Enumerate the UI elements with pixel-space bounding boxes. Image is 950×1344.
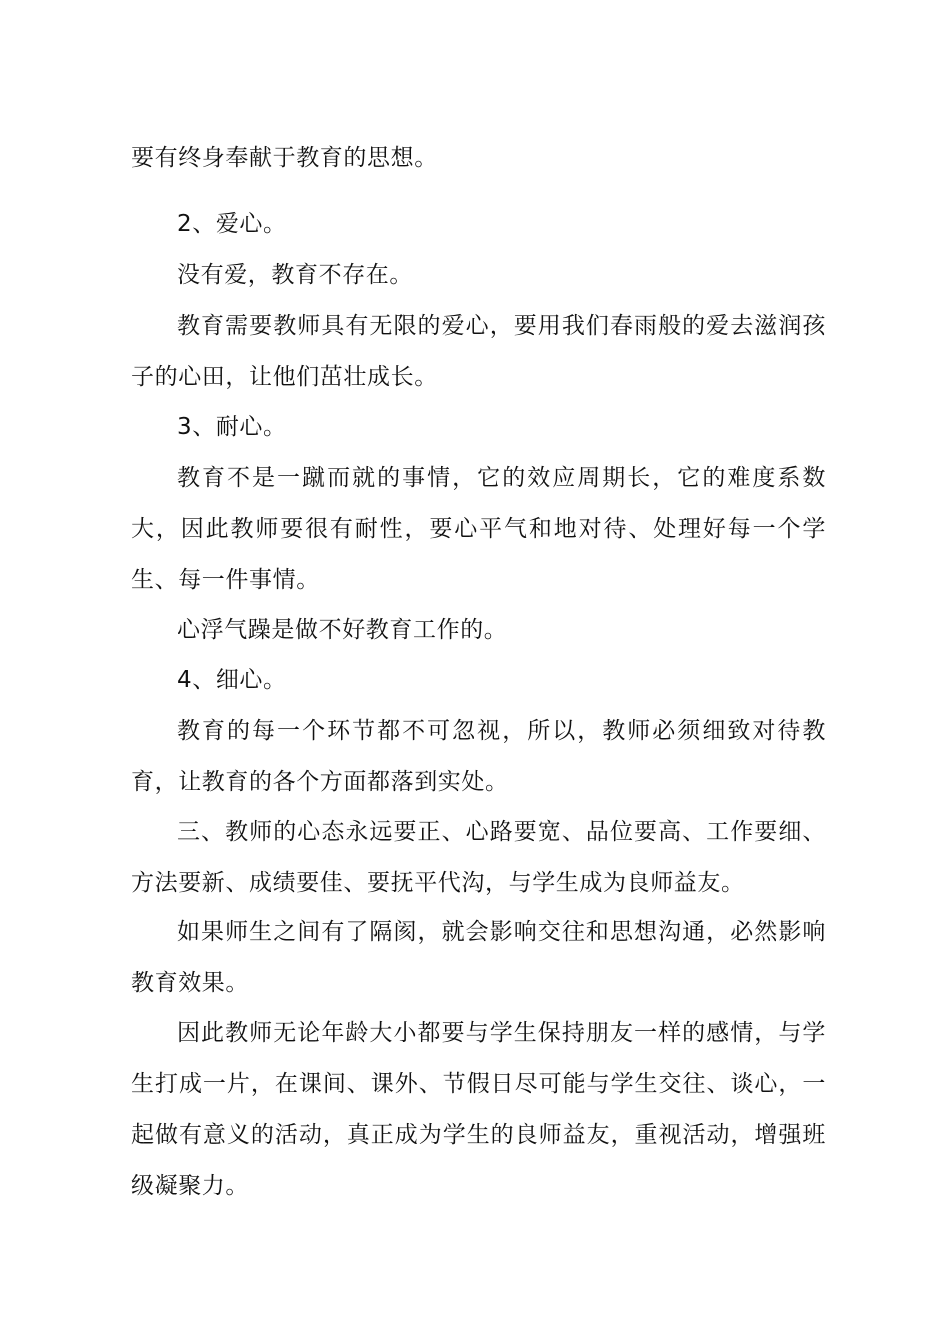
- paragraph: 教育需要教师具有无限的爱心，要用我们春雨般的爱去滋润孩子的心田，让他们茁壮成长。: [131, 313, 826, 390]
- paragraph: 教育的每一个环节都不可忽视，所以，教师必须细致对待教育，让教育的各个方面都落到实处。: [131, 718, 826, 795]
- paragraph: 因此教师无论年龄大小都要与学生保持朋友一样的感情，与学生打成一片，在课间、课外、节假日尽可能与学生交往、谈心，一起做有意义的活动，真正成为学生的良师益友，重视活动，增强班级凝聚力。: [131, 1020, 826, 1199]
- section-heading-carefulness: 4、细心。: [177, 667, 287, 693]
- paragraph: 心浮气躁是做不好教育工作的。: [177, 617, 508, 643]
- paragraph-continuation: 要有终身奉献于教育的思想。: [131, 145, 438, 171]
- paragraph: 没有爱，教育不存在。: [177, 262, 413, 288]
- section-heading-love: 2、爱心。: [177, 211, 287, 237]
- paragraph-section-three: 三、教师的心态永远要正、心路要宽、品位要高、工作要细、方法要新、成绩要佳、要抚平代沟，与学生成为良师益友。: [131, 819, 826, 896]
- paragraph: 如果师生之间有了隔阂，就会影响交往和思想沟通，必然影响教育效果。: [131, 919, 826, 996]
- paragraph: 教育不是一蹴而就的事情，它的效应周期长，它的难度系数大，因此教师要很有耐性，要心平气和地对待、处理好每一个学生、每一件事情。: [131, 465, 826, 593]
- section-heading-patience: 3、耐心。: [177, 414, 287, 440]
